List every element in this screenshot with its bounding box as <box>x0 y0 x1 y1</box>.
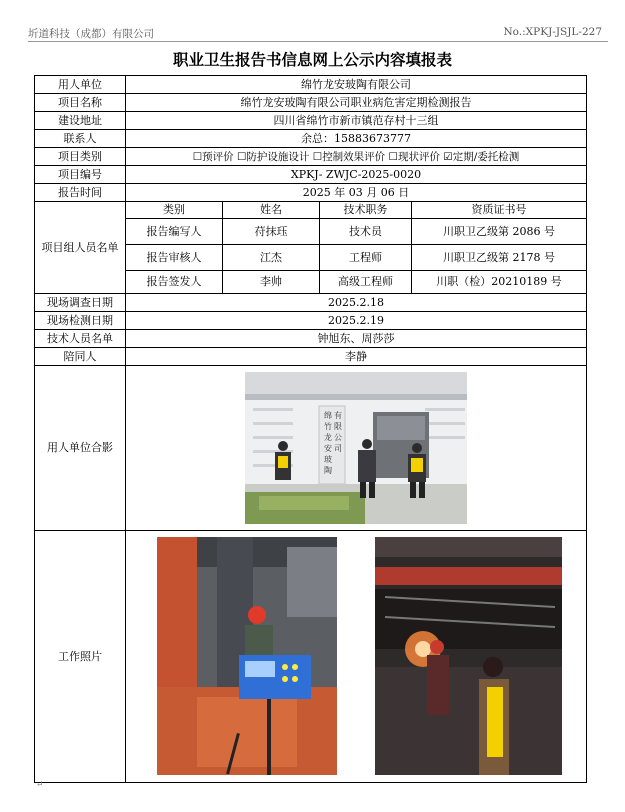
category-options <box>126 148 587 166</box>
svg-text:司: 司 <box>334 444 342 453</box>
work-photo-right-image <box>375 537 562 775</box>
category-option-status-evaluation: ☐现状评价 <box>388 150 440 163</box>
report-time-label: 报告时间 <box>35 184 126 202</box>
row-work-photos <box>35 531 587 783</box>
person-title: 高级工程师 <box>320 271 412 294</box>
row-address <box>35 112 587 130</box>
svg-text:竹: 竹 <box>324 422 332 431</box>
address-label: 建设地址 <box>35 112 126 130</box>
disclosure-form <box>34 75 587 783</box>
header-rule <box>28 41 608 42</box>
category-option-control-effect: ☐控制效果评价 <box>312 150 386 163</box>
svg-text:陶: 陶 <box>324 466 332 475</box>
group-photo <box>245 372 467 524</box>
person-cert: 川职（检）20210189 号 <box>412 271 587 294</box>
row-category <box>35 148 587 166</box>
test-date-value: 2025.2.19 <box>126 312 587 330</box>
checkbox-icon: ☐ <box>388 150 398 163</box>
person-title: 技术员 <box>320 219 412 245</box>
work-photos-label: 工作照片 <box>35 531 126 783</box>
paragraph-mark: ↵ <box>36 780 44 790</box>
row-contact <box>35 130 587 148</box>
svg-text:限: 限 <box>334 422 342 431</box>
work-photos-cell <box>126 531 587 783</box>
project-no-label: 项目编号 <box>35 166 126 184</box>
contact-value: 余总：15883673777 <box>126 130 587 148</box>
checkbox-icon: ☐ <box>237 150 247 163</box>
person-role: 报告编写人 <box>126 219 223 245</box>
page-header <box>28 24 608 42</box>
work-photo-right <box>375 537 562 775</box>
group-photo-image <box>245 372 467 524</box>
project-no-value: XPKJ- ZWJC-2025-0020 <box>126 166 587 184</box>
svg-text:有: 有 <box>334 411 342 420</box>
row-companion <box>35 348 587 366</box>
row-project-no <box>35 166 587 184</box>
category-option-periodic-testing: ☑定期/委托检测 <box>443 150 520 163</box>
checked-checkbox-icon: ☑ <box>443 150 453 163</box>
work-photo-left <box>157 537 337 775</box>
test-date-label: 现场检测日期 <box>35 312 126 330</box>
row-test-date <box>35 312 587 330</box>
personnel-header-title: 技术职务 <box>320 202 412 219</box>
technicians-value: 钟旭东、周莎莎 <box>126 330 587 348</box>
row-survey-date <box>35 294 587 312</box>
svg-text:公: 公 <box>334 433 342 442</box>
row-group-photo <box>35 366 587 531</box>
category-option-protection-design: ☐防护设施设计 <box>237 150 310 163</box>
company-name: 圻道科技（成都）有限公司 <box>28 28 154 40</box>
group-photo-label: 用人单位合影 <box>35 366 126 531</box>
address-value: 四川省绵竹市新市镇范存村十三组 <box>126 112 587 130</box>
person-name: 李帅 <box>223 271 320 294</box>
person-cert: 川职卫乙级第 2086 号 <box>412 219 587 245</box>
row-project-name <box>35 94 587 112</box>
companion-value: 李静 <box>126 348 587 366</box>
personnel-label: 项目组人员名单 <box>35 202 126 294</box>
group-photo-cell <box>126 366 587 531</box>
contact-label: 联系人 <box>35 130 126 148</box>
project-name-label: 项目名称 <box>35 94 126 112</box>
person-title: 工程师 <box>320 245 412 271</box>
row-report-time <box>35 184 587 202</box>
svg-text:安: 安 <box>324 444 332 453</box>
page-title: 职业卫生报告书信息网上公示内容填报表 <box>172 51 452 69</box>
companion-label: 陪同人 <box>35 348 126 366</box>
person-role: 报告审核人 <box>126 245 223 271</box>
checkbox-icon: ☐ <box>312 150 323 163</box>
person-name: 苻抹珏 <box>223 219 320 245</box>
row-technicians <box>35 330 587 348</box>
person-cert: 川职卫乙级第 2178 号 <box>412 245 587 271</box>
svg-text:玻: 玻 <box>324 455 332 464</box>
survey-date-value: 2025.2.18 <box>126 294 587 312</box>
person-name: 江杰 <box>223 245 320 271</box>
personnel-header-cert: 资质证书号 <box>412 202 587 219</box>
person-role: 报告签发人 <box>126 271 223 294</box>
category-label: 项目类别 <box>35 148 126 166</box>
survey-date-label: 现场调查日期 <box>35 294 126 312</box>
work-photo-left-image <box>157 537 337 775</box>
personnel-header-row <box>35 202 587 219</box>
technicians-label: 技术人员名单 <box>35 330 126 348</box>
employer-value: 绵竹龙安玻陶有限公司 <box>126 76 587 94</box>
checkbox-icon: ☐ <box>192 150 203 163</box>
row-employer <box>35 76 587 94</box>
svg-text:绵: 绵 <box>324 411 332 420</box>
personnel-header-category: 类别 <box>126 202 223 219</box>
svg-text:龙: 龙 <box>324 433 332 442</box>
document-number: No.:XPKJ-JSJL-227 <box>503 26 602 38</box>
report-time-value: 2025 年 03 月 06 日 <box>126 184 587 202</box>
personnel-header-name: 姓名 <box>223 202 320 219</box>
category-option-pre-evaluation: ☐预评价 <box>192 150 234 163</box>
project-name-value: 绵竹龙安玻陶有限公司职业病危害定期检测报告 <box>126 94 587 112</box>
employer-label: 用人单位 <box>35 76 126 94</box>
